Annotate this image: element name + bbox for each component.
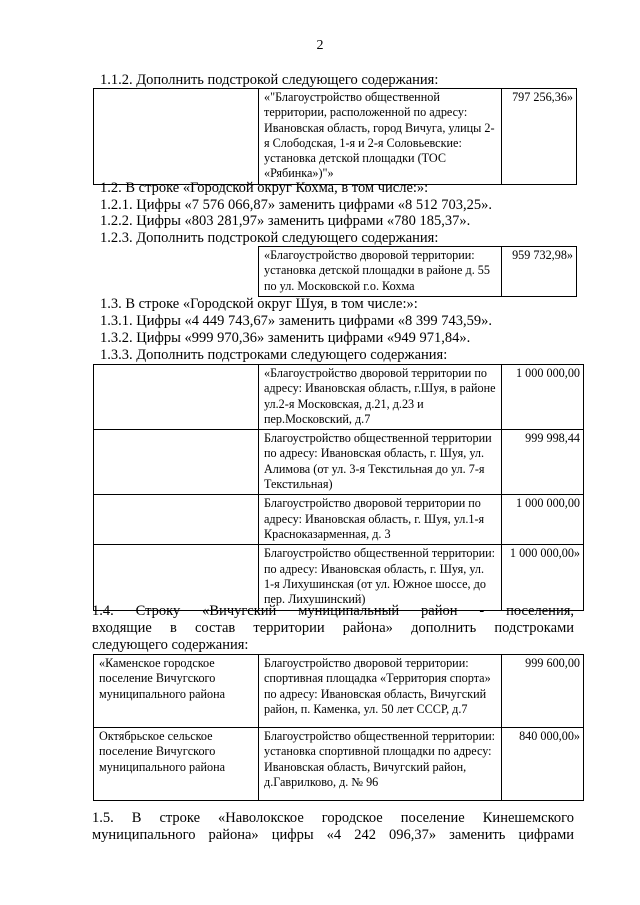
paragraph-1-5-line-2: муниципального района» цифры «4 242 096,37» заменить цифрами	[92, 827, 574, 843]
table-row	[94, 365, 584, 430]
paragraph-1-4-line-1: 1.4. Строку «Вичугский муниципальный район - поселения,	[92, 603, 574, 619]
table-cell-description: Благоустройство дворовой территории: спортивная площадка «Территория спорта» по адресу: Ивановская область, Вичугский район, п. Каменка, ул. 50 лет СССР, д.7	[259, 655, 502, 728]
table-cell-municipality	[94, 545, 259, 611]
table-row	[259, 247, 577, 297]
paragraph-1-3-3: 1.3.3. Дополнить подстроками следующего содержания:	[100, 347, 448, 363]
table-4	[93, 654, 584, 801]
paragraph-1-2: 1.2. В строке «Городской округ Кохма, в том числе:»:	[100, 180, 429, 196]
table-cell-municipality: «Каменское городское поселение Вичугского муниципального района	[94, 655, 259, 728]
paragraph-1-4-line-2: входящие в состав территории района» дополнить подстроками	[92, 620, 574, 636]
table-cell-amount: 999 998,44	[502, 430, 584, 495]
table-cell-description: Благоустройство дворовой территории по адресу: Ивановская область, г. Шуя, ул.1-я Красноказарменная, д. 3	[259, 495, 502, 545]
table-cell-amount: 959 732,98»	[502, 247, 577, 297]
table-cell-description: Благоустройство общественной территории: установка спортивной площадки по адресу: Ивановская область, Вичугский район, д.Гаврилково, д. № 96	[259, 728, 502, 801]
table-2	[258, 246, 577, 297]
table-1	[93, 88, 577, 185]
table-cell-municipality	[94, 430, 259, 495]
table-cell-municipality: Октябрьское сельское поселение Вичугского муниципального района	[94, 728, 259, 801]
table-row	[94, 655, 584, 728]
table-cell-amount: 840 000,00»	[502, 728, 584, 801]
table-row	[94, 728, 584, 801]
table-3	[93, 364, 584, 611]
paragraph-1-4-line-3: следующего содержания:	[92, 637, 249, 653]
table-cell-amount: 797 256,36»	[502, 89, 577, 185]
table-cell-amount: 1 000 000,00	[502, 365, 584, 430]
table-row	[94, 545, 584, 611]
paragraph-1-2-2: 1.2.2. Цифры «803 281,97» заменить цифрами «780 185,37».	[100, 213, 471, 229]
paragraph-1-3: 1.3. В строке «Городской округ Шуя, в том числе:»:	[100, 296, 418, 312]
table-cell-amount: 1 000 000,00	[502, 495, 584, 545]
table-row	[94, 89, 577, 185]
table-cell-description: Благоустройство общественной территории по адресу: Ивановская область, г. Шуя, ул. Алимова (от ул. 3-я Текстильная до ул. 7-я Текстильная)	[259, 430, 502, 495]
table-cell-description: «"Благоустройство общественной территории, расположенной по адресу: Ивановская область, город Вичуга, улицы 2-я Слободская, 1-я и 2-я Соловьевские: установка детской площадки (ТОС «Рябинка»)"»	[259, 89, 502, 185]
table-cell-description: «Благоустройство дворовой территории по адресу: Ивановская область, г.Шуя, в районе ул.2-я Московская, д.21, д.23 и пер.Московский, д.7	[259, 365, 502, 430]
paragraph-1-2-1: 1.2.1. Цифры «7 576 066,87» заменить цифрами «8 512 703,25».	[100, 197, 493, 213]
table-cell-municipality	[94, 89, 259, 185]
paragraph-1-2-3: 1.2.3. Дополнить подстрокой следующего содержания:	[100, 230, 439, 246]
table-cell-description: Благоустройство общественной территории: по адресу: Ивановская область, г. Шуя, ул. 1-я Лихушинская (от ул. Южное шоссе, до пер. Лихушинский)	[259, 545, 502, 611]
table-cell-municipality	[94, 495, 259, 545]
table-row	[94, 430, 584, 495]
table-cell-municipality	[94, 365, 259, 430]
page-number: 2	[316, 38, 324, 53]
table-cell-amount: 1 000 000,00»	[502, 545, 584, 611]
table-row	[94, 495, 584, 545]
paragraph-1-3-1: 1.3.1. Цифры «4 449 743,67» заменить цифрами «8 399 743,59».	[100, 313, 493, 329]
table-cell-description: «Благоустройство дворовой территории: установка детской площадки в районе д. 55 по ул. Московской г.о. Кохма	[259, 247, 502, 297]
paragraph-1-5-line-1: 1.5. В строке «Наволокское городское поселение Кинешемского	[92, 810, 574, 826]
table-cell-amount: 999 600,00	[502, 655, 584, 728]
paragraph-1-1-2: 1.1.2. Дополнить подстрокой следующего содержания:	[100, 72, 439, 88]
paragraph-1-3-2: 1.3.2. Цифры «999 970,36» заменить цифрами «949 971,84».	[100, 330, 471, 346]
